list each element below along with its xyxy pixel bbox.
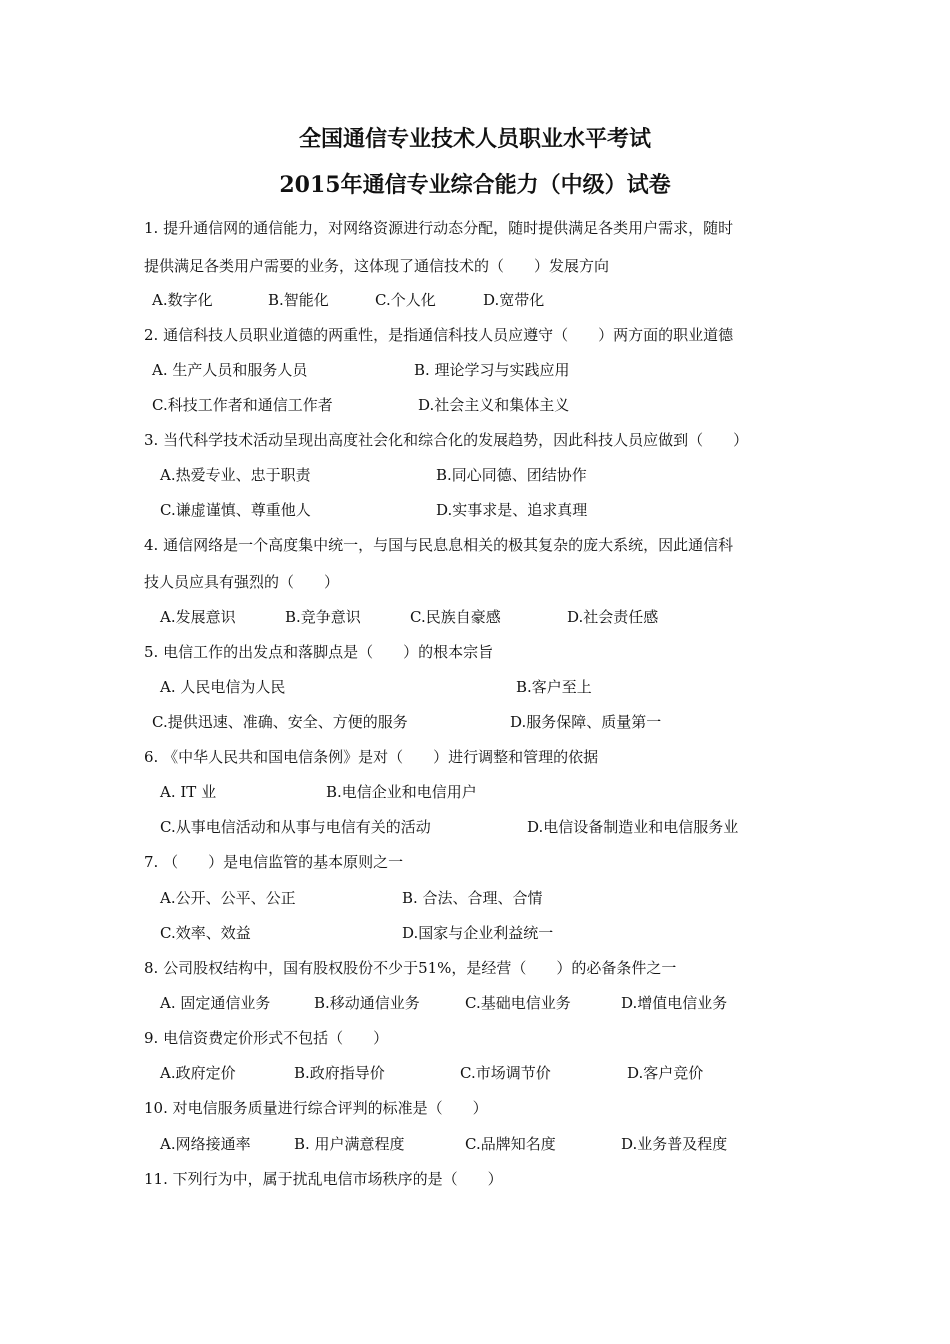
question-1-option-c: C.个人化 xyxy=(375,291,436,309)
question-2-option-b: B. 理论学习与实践应用 xyxy=(414,361,570,379)
question-4-option-b: B.竞争意识 xyxy=(285,608,361,626)
exam-title: 全国通信专业技术人员职业水平考试 xyxy=(298,126,651,152)
question-7-line-1: 7. （ ）是电信监管的基本原则之一 xyxy=(144,853,404,871)
question-9-option-b: B.政府指导价 xyxy=(294,1064,385,1082)
question-6-option-c: C.从事电信活动和从事与电信有关的活动 xyxy=(160,818,431,836)
question-1-line-1: 1. 提升通信网的通信能力，对网络资源进行动态分配，随时提供满足各类用户需求，随时 xyxy=(144,219,734,237)
question-7-option-a: A.公开、公平、公正 xyxy=(160,889,296,907)
question-6-line-1: 6. 《中华人民共和国电信条例》是对（ ）进行调整和管理的依据 xyxy=(144,748,599,766)
question-5-line-1: 5. 电信工作的出发点和落脚点是（ ）的根本宗旨 xyxy=(144,643,494,661)
question-1-option-b: B.智能化 xyxy=(268,291,329,309)
question-8-option-d: D.增值电信业务 xyxy=(621,994,728,1012)
question-4-line-2: 技人员应具有强烈的（ ） xyxy=(144,573,340,591)
question-5-option-a: A. 人民电信为人民 xyxy=(160,678,286,696)
question-4-option-d: D.社会责任感 xyxy=(567,608,659,626)
question-3-option-a: A.热爱专业、忠于职责 xyxy=(160,466,311,484)
question-2-option-d: D.社会主义和集体主义 xyxy=(418,396,570,414)
question-7-option-d: D.国家与企业利益统一 xyxy=(402,924,554,942)
question-10-option-a: A.网络接通率 xyxy=(160,1135,251,1153)
question-5-option-d: D.服务保障、质量第一 xyxy=(510,713,662,731)
question-3-option-d: D.实事求是、追求真理 xyxy=(436,501,588,519)
question-6-option-d: D.电信设备制造业和电信服务业 xyxy=(527,818,739,836)
question-9-option-d: D.客户竞价 xyxy=(627,1064,704,1082)
question-2-option-c: C.科技工作者和通信工作者 xyxy=(152,396,333,414)
question-10-option-b: B. 用户满意程度 xyxy=(294,1135,405,1153)
question-2-option-a: A. 生产人员和服务人员 xyxy=(152,361,308,379)
question-4-option-a: A.发展意识 xyxy=(160,608,236,626)
question-11-line-1: 11. 下列行为中，属于扰乱电信市场秩序的是（ ） xyxy=(144,1170,503,1188)
question-4-line-1: 4. 通信网络是一个高度集中统一，与国与民息息相关的极其复杂的庞大系统，因此通信科 xyxy=(144,536,734,554)
question-8-option-c: C.基础电信业务 xyxy=(465,994,571,1012)
question-1-option-d: D.宽带化 xyxy=(483,291,545,309)
question-1-line-2: 提供满足各类用户需要的业务，这体现了通信技术的（ ）发展方向 xyxy=(144,257,610,275)
question-5-option-c: C.提供迅速、准确、安全、方便的服务 xyxy=(152,713,408,731)
question-7-option-b: B. 合法、合理、合情 xyxy=(402,889,543,907)
question-10-option-c: C.品牌知名度 xyxy=(465,1135,556,1153)
question-2-line-1: 2. 通信科技人员职业道德的两重性，是指通信科技人员应遵守（ ）两方面的职业道德 xyxy=(144,326,734,344)
question-10-line-1: 10. 对电信服务质量进行综合评判的标准是（ ） xyxy=(144,1099,488,1117)
question-1-option-a: A.数字化 xyxy=(152,291,213,309)
question-9-option-a: A.政府定价 xyxy=(160,1064,236,1082)
question-4-option-c: C.民族自豪感 xyxy=(410,608,501,626)
question-5-option-b: B.客户至上 xyxy=(516,678,592,696)
question-3-option-b: B.同心同德、团结协作 xyxy=(436,466,587,484)
question-3-option-c: C.谦虚谨慎、尊重他人 xyxy=(160,501,311,519)
question-9-option-c: C.市场调节价 xyxy=(460,1064,551,1082)
question-9-line-1: 9. 电信资费定价形式不包括（ ） xyxy=(144,1029,389,1047)
question-6-option-b: B.电信企业和电信用户 xyxy=(326,783,477,801)
question-3-line-1: 3. 当代科学技术活动呈现出高度社会化和综合化的发展趋势，因此科技人员应做到（ ） xyxy=(144,431,749,449)
question-10-option-d: D.业务普及程度 xyxy=(621,1135,728,1153)
question-8-option-a: A. 固定通信业务 xyxy=(160,994,271,1012)
exam-subtitle: 2015年通信专业综合能力（中级）试卷 xyxy=(279,172,671,198)
question-8-option-b: B.移动通信业务 xyxy=(314,994,420,1012)
question-8-line-1: 8. 公司股权结构中，国有股权股份不少于51%，是经营（ ）的必备条件之一 xyxy=(144,959,677,977)
question-6-option-a: A. IT 业 xyxy=(160,783,217,801)
question-7-option-c: C.效率、效益 xyxy=(160,924,251,942)
